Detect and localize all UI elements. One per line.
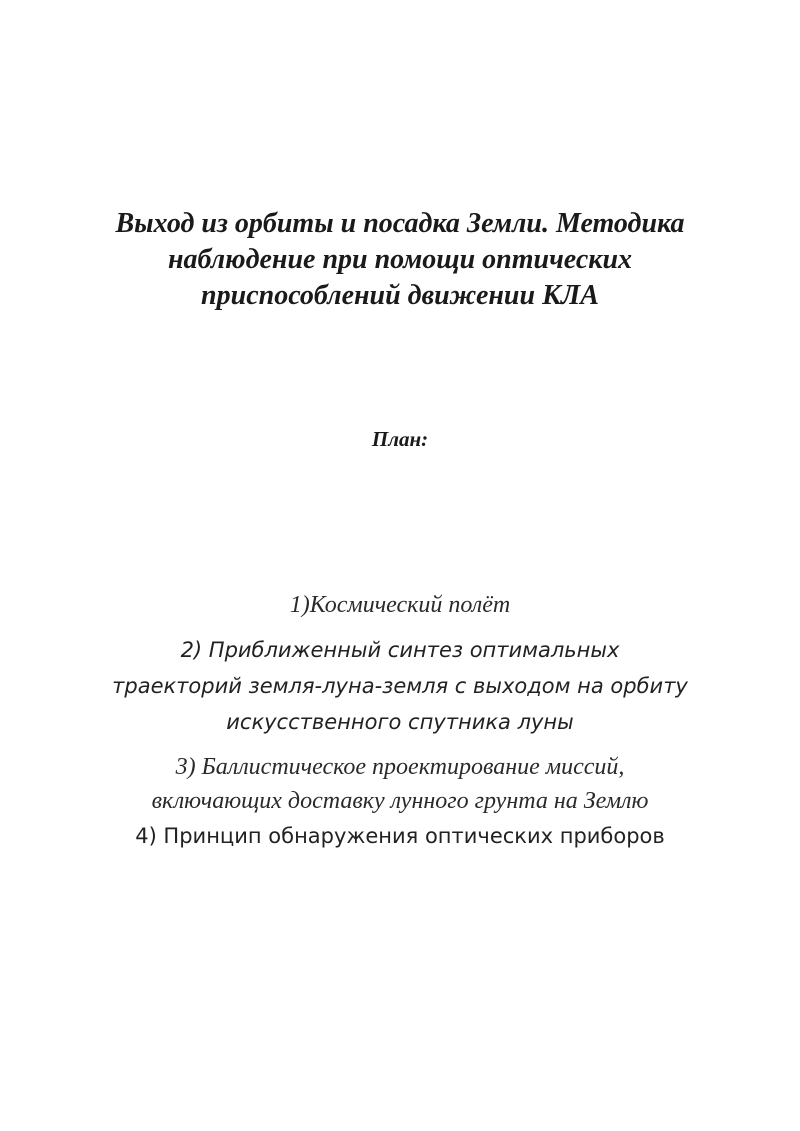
plan-item-line: 4) Принцип обнаружения оптических приборов	[135, 824, 665, 848]
title-line: наблюдение при помощи оптических	[167, 244, 633, 275]
plan-item	[60, 818, 740, 854]
plan-item-line: включающих доставку лунного грунта на Землю	[151, 788, 649, 814]
plan-item	[60, 588, 740, 622]
plan-heading: План:	[371, 427, 429, 451]
document-title	[80, 206, 720, 314]
plan-item-line: 2) Приближенный синтез оптимальных	[180, 638, 620, 662]
plan-item-line: 3) Баллистическое проектирование миссий,	[175, 754, 625, 780]
plan-item-line: траекторий земля-луна-земля с выходом на орбиту	[112, 674, 688, 698]
title-line: Выход из орбиты и посадка Земли. Методика	[115, 208, 685, 239]
plan-list	[60, 588, 740, 854]
plan-item-line: 1)Космический полёт	[289, 592, 511, 618]
plan-item	[60, 632, 740, 740]
plan-item	[60, 750, 740, 818]
title-line: приспособлений движении КЛА	[201, 280, 599, 311]
plan-item-line: искусственного спутника луны	[226, 710, 574, 734]
